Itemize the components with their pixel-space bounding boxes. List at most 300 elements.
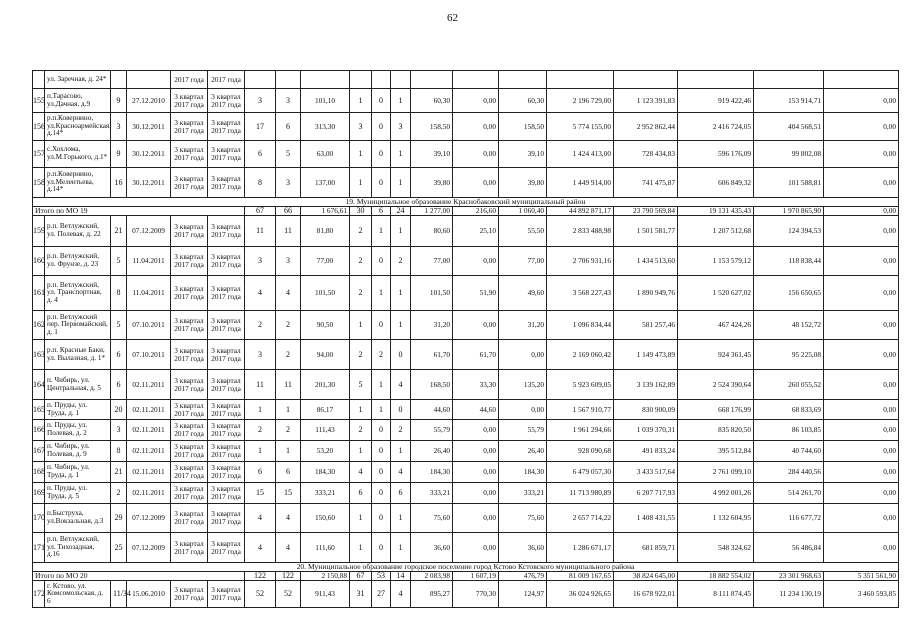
table-row [33, 370, 899, 400]
cell-e3: 1 [391, 533, 411, 563]
cell-e3: 6 [391, 483, 411, 504]
table-row [33, 483, 899, 504]
cell-q2: 3 квартал 2017 года [208, 247, 245, 276]
cell-m3: 467 424,26 [678, 311, 754, 340]
cell-c2: 11 [276, 216, 301, 247]
cell-c2: 4 [276, 533, 301, 563]
cell-m5: 0,00 [824, 89, 899, 113]
cell-m1: 2 706 931,16 [547, 247, 614, 276]
cell-date: 07.12.2009 [127, 504, 171, 533]
cell-address: г. Кстово, ул. Комсомольская, д. 6 [45, 581, 111, 608]
cell-e3: 1 [391, 311, 411, 340]
total-m1: 81 009 167,65 [547, 572, 614, 581]
cell-a1: 44,60 [411, 400, 453, 420]
cell-a1: 333,21 [411, 483, 453, 504]
cell-e1: 2 [350, 276, 372, 311]
cell-n: 168 [33, 462, 45, 483]
cell-c1: 1 [245, 400, 276, 420]
cell-m4: 11 234 130,19 [754, 581, 824, 608]
total-m3: 19 131 435,43 [678, 207, 754, 216]
cell-c1: 11 [245, 370, 276, 400]
cell-a3: 75,60 [499, 504, 547, 533]
cell-c1: 11 [245, 216, 276, 247]
cell-c2: 2 [276, 420, 301, 441]
cell-date: 07.12.2009 [127, 216, 171, 247]
cell-a3: 26,40 [499, 441, 547, 462]
cell-a3: 31,20 [499, 311, 547, 340]
cell-m2: 6 207 717,93 [614, 483, 678, 504]
cell-e1: 1 [350, 311, 372, 340]
cell-c2: 6 [276, 462, 301, 483]
cell-m5: 0,00 [824, 462, 899, 483]
cell-m1: 5 774 155,00 [547, 113, 614, 141]
cell-e2: 0 [372, 311, 391, 340]
cell-a3: 39,80 [499, 168, 547, 198]
cell-e3: 4 [391, 462, 411, 483]
cell-e2: 0 [372, 441, 391, 462]
cell-m5: 0,00 [824, 400, 899, 420]
cell-e1: 1 [350, 141, 372, 168]
cell-address: п.Быструха, ул.Вокзальная, д.3 [45, 504, 111, 533]
cell-m2: 1 123 391,83 [614, 89, 678, 113]
cell-c1: 1 [245, 441, 276, 462]
cell-n: 164 [33, 370, 45, 400]
cell-e3: 1 [391, 504, 411, 533]
cell-a3: 135,20 [499, 370, 547, 400]
cell-q2: 3 квартал 2017 года [208, 483, 245, 504]
table-row [33, 462, 899, 483]
cell-m5: 0,00 [824, 441, 899, 462]
cell-m3: 1 132 604,95 [678, 504, 754, 533]
total-e2: 6 [372, 207, 391, 216]
cell-c2: 3 [276, 168, 301, 198]
cell-m3: 548 324,62 [678, 533, 754, 563]
cell-m2: 1 149 473,89 [614, 340, 678, 370]
cell-m5: 3 460 593,85 [824, 581, 899, 608]
cell-a1: 36,60 [411, 533, 453, 563]
cell-m4: 101 588,81 [754, 168, 824, 198]
cell-m4: 99 802,08 [754, 141, 824, 168]
table-row [33, 247, 899, 276]
cell-floors: 25 [111, 533, 127, 563]
cell-q2: 3 квартал 2017 года [208, 216, 245, 247]
cell-q2: 3 квартал 2017 года [208, 504, 245, 533]
cell-m2: 741 475,87 [614, 168, 678, 198]
cell-e1: 2 [350, 420, 372, 441]
cell-area: 201,30 [301, 370, 350, 400]
cell-a2: 51,90 [453, 276, 499, 311]
cell-c1: 52 [245, 581, 276, 608]
cell-a3: 184,30 [499, 462, 547, 483]
cell-a2: 0,00 [453, 168, 499, 198]
cell-m3: 395 512,84 [678, 441, 754, 462]
cell-a2: 33,30 [453, 370, 499, 400]
cell-area: 101,10 [301, 89, 350, 113]
cell-n: 167 [33, 441, 45, 462]
cell-address: п. Чибирь, ул. Полевая, д. 9 [45, 441, 111, 462]
cell-c2: 1 [276, 400, 301, 420]
cell-e3: 0 [391, 400, 411, 420]
cell-m4: 68 833,69 [754, 400, 824, 420]
total-c1: 122 [245, 572, 276, 581]
cell-e3: 3 [391, 113, 411, 141]
cell-m2: 3 433 517,64 [614, 462, 678, 483]
cell-m1: 2 169 060,42 [547, 340, 614, 370]
cell-address: р.п. Красные Баки, ул. Вылазная, д. 1* [45, 340, 111, 370]
cell-date: 27.12.2010 [127, 89, 171, 113]
cell-m1: 6 479 057,30 [547, 462, 614, 483]
cell-floors: 6 [111, 340, 127, 370]
cell-date: 30.12.2011 [127, 141, 171, 168]
total-c1: 67 [245, 207, 276, 216]
total-e3: 24 [391, 207, 411, 216]
cell-m2: 1 408 431,55 [614, 504, 678, 533]
cell-q1: 3 квартал 2017 года [171, 462, 208, 483]
cell-q1: 3 квартал 2017 года [171, 420, 208, 441]
cell-area: 101,50 [301, 276, 350, 311]
section-header-row [33, 198, 899, 207]
cell-m4: 124 394,53 [754, 216, 824, 247]
total-e2: 53 [372, 572, 391, 581]
cell-q2: 3 квартал 2017 года [208, 340, 245, 370]
cell-area: 90,50 [301, 311, 350, 340]
cell-m4: 156 650,65 [754, 276, 824, 311]
cell-n: 161 [33, 276, 45, 311]
table-row [33, 276, 899, 311]
cell-m4: 260 055,52 [754, 370, 824, 400]
cell-a2: 0,00 [453, 441, 499, 462]
cell-m2: 728 434,83 [614, 141, 678, 168]
cell-q1: 3 квартал 2017 года [171, 581, 208, 608]
cell-c2: 3 [276, 247, 301, 276]
table-row [33, 420, 899, 441]
quarter-cell: 2017 года [171, 71, 208, 89]
total-m4: 1 970 865,90 [754, 207, 824, 216]
cell-a3: 124,97 [499, 581, 547, 608]
total-a2: 216,60 [453, 207, 499, 216]
total-a2: 1 607,19 [453, 572, 499, 581]
cell-e1: 5 [350, 370, 372, 400]
cell-a2: 0,00 [453, 247, 499, 276]
cell-c1: 4 [245, 504, 276, 533]
cell-e3: 0 [391, 340, 411, 370]
cell-c2: 11 [276, 370, 301, 400]
cell-e3: 2 [391, 247, 411, 276]
cell-c2: 3 [276, 89, 301, 113]
cell-area: 94,00 [301, 340, 350, 370]
cell-floors: 16 [111, 168, 127, 198]
cell-a3: 77,00 [499, 247, 547, 276]
cell-floors: 3 [111, 420, 127, 441]
cell-m4: 404 568,51 [754, 113, 824, 141]
cell-e1: 2 [350, 247, 372, 276]
cell-m3: 668 176,99 [678, 400, 754, 420]
cell-floors: 21 [111, 216, 127, 247]
total-a1: 1 277,00 [411, 207, 453, 216]
cell-q1: 3 квартал 2017 года [171, 276, 208, 311]
cell-q2: 3 квартал 2017 года [208, 311, 245, 340]
cell-n: 159 [33, 216, 45, 247]
cell-q2: 3 квартал 2017 года [208, 462, 245, 483]
cell-m2: 830 900,09 [614, 400, 678, 420]
cell-e1: 1 [350, 441, 372, 462]
cell-a3: 158,50 [499, 113, 547, 141]
cell-m2: 1 434 513,60 [614, 247, 678, 276]
cell-a3: 60,30 [499, 89, 547, 113]
cell-e3: 1 [391, 168, 411, 198]
table-row [33, 216, 899, 247]
cell-q1: 3 квартал 2017 года [171, 340, 208, 370]
cell-m3: 1 153 579,12 [678, 247, 754, 276]
cell-m3: 1 207 512,68 [678, 216, 754, 247]
cell-e1: 1 [350, 168, 372, 198]
total-m3: 18 882 554,02 [678, 572, 754, 581]
cell-m1: 36 024 926,65 [547, 581, 614, 608]
cell-e2: 0 [372, 533, 391, 563]
cell-area: 86,17 [301, 400, 350, 420]
cell-c1: 2 [245, 311, 276, 340]
cell-e1: 2 [350, 340, 372, 370]
cell-e1: 1 [350, 400, 372, 420]
cell-n: 171 [33, 533, 45, 563]
cell-q2: 3 квартал 2017 года [208, 141, 245, 168]
cell-m1: 1 096 834,44 [547, 311, 614, 340]
cell-address: с.Хохлома, ул.М.Горького, д.1* [45, 141, 111, 168]
cell-m5: 0,00 [824, 311, 899, 340]
cell-date: 02.11.2011 [127, 400, 171, 420]
cell-m4: 284 440,56 [754, 462, 824, 483]
cell-n: 166 [33, 420, 45, 441]
cell-e2: 0 [372, 89, 391, 113]
cell-c2: 2 [276, 311, 301, 340]
cell-e3: 4 [391, 581, 411, 608]
cell-n: 170 [33, 504, 45, 533]
cell-address: п. Чибирь, ул. Труда, д. 1 [45, 462, 111, 483]
cell-m5: 0,00 [824, 276, 899, 311]
cell-m1: 1 567 910,77 [547, 400, 614, 420]
cell-floors: 20 [111, 400, 127, 420]
cell-a1: 75,60 [411, 504, 453, 533]
table-row [33, 141, 899, 168]
cell-a1: 80,60 [411, 216, 453, 247]
cell-q1: 3 квартал 2017 года [171, 216, 208, 247]
cell-e1: 3 [350, 113, 372, 141]
cell-m3: 919 422,46 [678, 89, 754, 113]
cell-m5: 0,00 [824, 370, 899, 400]
cell-address: п.Тарасово, ул.Дачная, д.9 [45, 89, 111, 113]
cell-floors: 5 [111, 247, 127, 276]
cell-q2: 3 квартал 2017 года [208, 533, 245, 563]
cell-a1: 158,50 [411, 113, 453, 141]
cell-m5: 0,00 [824, 420, 899, 441]
cell-m1: 11 713 980,89 [547, 483, 614, 504]
cell-date: 11.04.2011 [127, 247, 171, 276]
cell-m1: 1 449 914,00 [547, 168, 614, 198]
cell-m3: 596 176,09 [678, 141, 754, 168]
cell-m3: 835 820,50 [678, 420, 754, 441]
cell-e3: 1 [391, 89, 411, 113]
cell-e1: 6 [350, 483, 372, 504]
cell-n: 172 [33, 581, 45, 608]
cell-q1: 3 квартал 2017 года [171, 483, 208, 504]
total-row [33, 207, 899, 216]
cell-area: 111,60 [301, 533, 350, 563]
cell-e2: 0 [372, 141, 391, 168]
table-row [33, 340, 899, 370]
cell-date: 07.10.2011 [127, 340, 171, 370]
total-m2: 23 790 569,84 [614, 207, 678, 216]
total-c2: 66 [276, 207, 301, 216]
cell-m1: 5 923 609,05 [547, 370, 614, 400]
cell-floors: 8 [111, 276, 127, 311]
cell-c2: 4 [276, 504, 301, 533]
cell-m1: 2 196 729,00 [547, 89, 614, 113]
cell-m5: 0,00 [824, 483, 899, 504]
cell-a3: 0,00 [499, 340, 547, 370]
cell-m2: 2 952 862,44 [614, 113, 678, 141]
cell-e2: 1 [372, 276, 391, 311]
cell-c1: 8 [245, 168, 276, 198]
cell-m2: 16 678 922,01 [614, 581, 678, 608]
cell-m5: 0,00 [824, 113, 899, 141]
cell-date: 11.04.2011 [127, 276, 171, 311]
total-area: 1 676,61 [301, 207, 350, 216]
cell-e1: 1 [350, 89, 372, 113]
section-header-row [33, 563, 899, 572]
cell-n: 162 [33, 311, 45, 340]
cell-floors: 6 [111, 370, 127, 400]
cell-a2: 0,00 [453, 533, 499, 563]
table-row [33, 168, 899, 198]
total-a3: 1 060,40 [499, 207, 547, 216]
cell-m4: 153 914,71 [754, 89, 824, 113]
cell-area: 911,43 [301, 581, 350, 608]
cell-m4: 116 677,72 [754, 504, 824, 533]
cell-a3: 49,60 [499, 276, 547, 311]
cell-a1: 60,30 [411, 89, 453, 113]
total-m5: 0,00 [824, 207, 899, 216]
cell-address: р.п. Ветлужский пер. Первомайский, д. 1 [45, 311, 111, 340]
cell-a1: 61,70 [411, 340, 453, 370]
cell-a1: 895,27 [411, 581, 453, 608]
cell-n: 160 [33, 247, 45, 276]
cell-e3: 2 [391, 420, 411, 441]
total-label: Итого по МО 20 [33, 572, 245, 581]
housing-register-table [32, 70, 899, 608]
table-body [33, 71, 899, 608]
cell-q1: 3 квартал 2017 года [171, 311, 208, 340]
cell-e2: 2 [372, 340, 391, 370]
cell-c1: 3 [245, 340, 276, 370]
cell-q1: 3 квартал 2017 года [171, 441, 208, 462]
cell-address: р.п.Ковернино, ул.Мелентьева, д.14* [45, 168, 111, 198]
cell-a2: 61,70 [453, 340, 499, 370]
section-title: 19. Муниципальное образование Краснобаковский муниципальный район [33, 198, 899, 207]
page-number: 62 [447, 12, 458, 24]
cell-area: 111,43 [301, 420, 350, 441]
cell-n: 169 [33, 483, 45, 504]
cell-e2: 0 [372, 504, 391, 533]
cell-m1: 3 568 227,43 [547, 276, 614, 311]
cell-m2: 681 859,71 [614, 533, 678, 563]
cell-m1: 1 424 413,00 [547, 141, 614, 168]
cell-date: 02.11.2011 [127, 441, 171, 462]
cell-date: 02.11.2011 [127, 420, 171, 441]
cell-floors: 8 [111, 441, 127, 462]
cell-m5: 0,00 [824, 168, 899, 198]
cell-m3: 2 524 390,64 [678, 370, 754, 400]
cell-address: п. Пруды, ул. Полевая, д. 2 [45, 420, 111, 441]
cell-floors: 3 [111, 113, 127, 141]
cell-m1: 1 961 294,66 [547, 420, 614, 441]
cell-c1: 3 [245, 89, 276, 113]
cell-q2: 3 квартал 2017 года [208, 581, 245, 608]
cell-q2: 3 квартал 2017 года [208, 420, 245, 441]
cell-c1: 15 [245, 483, 276, 504]
cell-a2: 25,10 [453, 216, 499, 247]
cell-a1: 39,10 [411, 141, 453, 168]
cell-c2: 15 [276, 483, 301, 504]
cell-a1: 168,50 [411, 370, 453, 400]
cell-m4: 95 225,08 [754, 340, 824, 370]
cell-a1: 26,40 [411, 441, 453, 462]
cell-q2: 3 квартал 2017 года [208, 400, 245, 420]
cell-date: 15.06.2010 [127, 581, 171, 608]
cell-q1: 3 квартал 2017 года [171, 504, 208, 533]
cell-m3: 2 761 099,10 [678, 462, 754, 483]
cell-address: п. Пруды, ул. Труда, д. 1 [45, 400, 111, 420]
cell-m5: 0,00 [824, 340, 899, 370]
cell-e2: 1 [372, 370, 391, 400]
cell-address: п. Чибирь, ул. Центральная, д. 5 [45, 370, 111, 400]
cell-c1: 6 [245, 462, 276, 483]
cell-a2: 770,30 [453, 581, 499, 608]
cell-a1: 77,00 [411, 247, 453, 276]
total-e3: 14 [391, 572, 411, 581]
cell-area: 313,30 [301, 113, 350, 141]
cell-q2: 3 квартал 2017 года [208, 276, 245, 311]
table-row [33, 89, 899, 113]
cell-a2: 0,00 [453, 141, 499, 168]
cell-a3: 39,10 [499, 141, 547, 168]
cell-c2: 52 [276, 581, 301, 608]
cell-q1: 3 квартал 2017 года [171, 370, 208, 400]
cell-floors: 29 [111, 504, 127, 533]
cell-c2: 2 [276, 340, 301, 370]
cell-m2: 491 833,24 [614, 441, 678, 462]
total-m1: 44 892 871,17 [547, 207, 614, 216]
total-m5: 5 351 561,90 [824, 572, 899, 581]
cell-m4: 118 838,44 [754, 247, 824, 276]
total-e1: 30 [350, 207, 372, 216]
cell-a1: 101,50 [411, 276, 453, 311]
cell-m4: 48 152,72 [754, 311, 824, 340]
cell-q2: 3 квартал 2017 года [208, 370, 245, 400]
cell-q1: 3 квартал 2017 года [171, 247, 208, 276]
cell-n: 158 [33, 168, 45, 198]
cell-area: 137,00 [301, 168, 350, 198]
cell-e2: 0 [372, 483, 391, 504]
cell-a2: 0,00 [453, 504, 499, 533]
cell-m1: 1 286 671,17 [547, 533, 614, 563]
cell-c1: 6 [245, 141, 276, 168]
cell-m5: 0,00 [824, 533, 899, 563]
cell-e2: 0 [372, 168, 391, 198]
cell-floors: 9 [111, 141, 127, 168]
cell-q2: 3 квартал 2017 года [208, 168, 245, 198]
cell-a1: 184,30 [411, 462, 453, 483]
cell-c2: 4 [276, 276, 301, 311]
